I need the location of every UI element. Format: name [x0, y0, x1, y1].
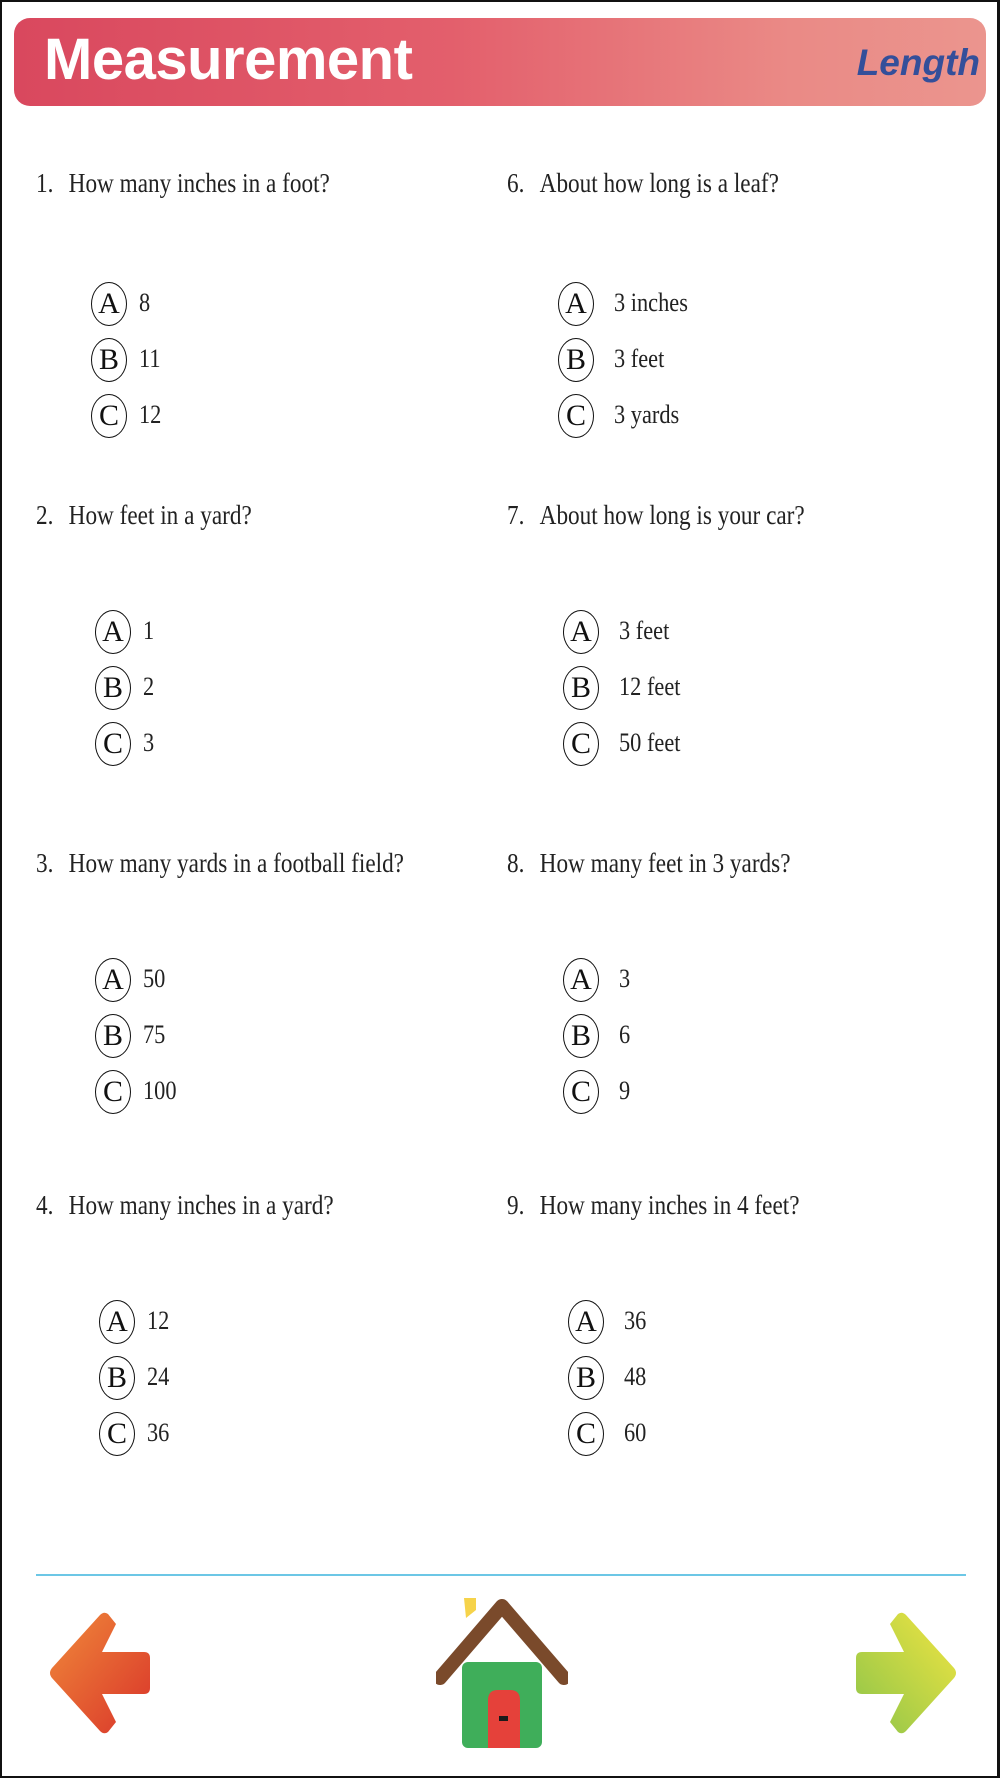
option-text: 50 [143, 964, 166, 993]
option-letter: B [563, 1014, 599, 1058]
home-button[interactable] [436, 1596, 568, 1750]
option-text: 48 [624, 1362, 647, 1391]
option-text: 3 feet [619, 616, 670, 645]
option-letter: A [563, 958, 599, 1002]
left-arrow-icon [48, 1610, 152, 1736]
option-text: 12 [147, 1306, 170, 1335]
option-text: 60 [624, 1418, 647, 1447]
option-text: 12 feet [619, 672, 681, 701]
option-letter: B [95, 1014, 131, 1058]
option-letter: B [568, 1356, 604, 1400]
question-text: 8. How many feet in 3 yards? [507, 848, 791, 878]
right-arrow-icon [854, 1610, 958, 1736]
option-text: 3 [619, 964, 631, 993]
option-letter: A [91, 282, 127, 326]
question-text: 4. How many inches in a yard? [36, 1190, 334, 1220]
option-text: 100 [143, 1076, 177, 1105]
question-text: 6. About how long is a leaf? [507, 168, 779, 198]
back-button[interactable] [48, 1610, 152, 1736]
question-text: 7. About how long is your car? [507, 500, 805, 530]
question-text: 1. How many inches in a foot? [36, 168, 330, 198]
option-letter: C [95, 1070, 131, 1114]
option-letter: A [563, 610, 599, 654]
option-text: 3 inches [614, 288, 688, 317]
option-text: 11 [139, 344, 161, 373]
option-text: 36 [147, 1418, 170, 1447]
page-subtitle: Length [856, 42, 980, 83]
page-title: Measurement [44, 27, 413, 92]
option-letter: A [558, 282, 594, 326]
option-text: 3 feet [614, 344, 665, 373]
option-letter: B [95, 666, 131, 710]
option-text: 8 [139, 288, 151, 317]
option-text: 24 [147, 1362, 170, 1391]
option-letter: A [95, 958, 131, 1002]
question-text: 3. How many yards in a football field? [36, 848, 404, 878]
option-letter: B [558, 338, 594, 382]
option-letter: C [563, 1070, 599, 1114]
option-letter: C [563, 722, 599, 766]
option-letter: B [99, 1356, 135, 1400]
option-letter: C [99, 1412, 135, 1456]
home-icon [436, 1596, 568, 1750]
option-text: 9 [619, 1076, 631, 1105]
option-letter: A [99, 1300, 135, 1344]
option-text: 6 [619, 1020, 631, 1049]
question-text: 9. How many inches in 4 feet? [507, 1190, 800, 1220]
option-text: 12 [139, 400, 162, 429]
option-letter: A [95, 610, 131, 654]
option-letter: A [568, 1300, 604, 1344]
next-button[interactable] [854, 1610, 958, 1736]
option-letter: B [563, 666, 599, 710]
option-letter: C [95, 722, 131, 766]
option-text: 3 yards [614, 400, 680, 429]
option-text: 36 [624, 1306, 647, 1335]
option-letter: C [558, 394, 594, 438]
option-text: 3 [143, 728, 155, 757]
option-text: 1 [143, 616, 155, 645]
option-text: 75 [143, 1020, 166, 1049]
option-text: 50 feet [619, 728, 681, 757]
footer-divider [36, 1574, 966, 1576]
option-text: 2 [143, 672, 155, 701]
option-letter: B [91, 338, 127, 382]
option-letter: C [91, 394, 127, 438]
option-letter: C [568, 1412, 604, 1456]
question-text: 2. How feet in a yard? [36, 500, 252, 530]
header-banner [14, 18, 986, 106]
